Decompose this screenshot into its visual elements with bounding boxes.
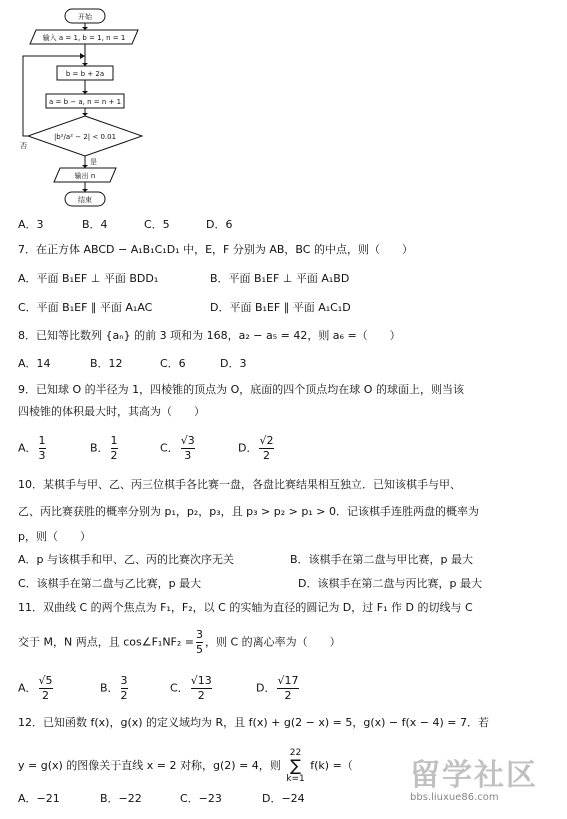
flow-start-text: 开始 [78,13,92,21]
flow-no-label: 否 [20,142,27,150]
q9-stem-line2: 四棱锥的体积最大时，其高为（ ） [18,405,205,418]
q9-option-a: A． $\frac{1}{3}$ [18,434,46,462]
q9-option-c: C． $\frac{√3}{3}$ [160,434,195,462]
flow-step1-text: b = b + 2a [65,70,105,78]
q10-option-d: D．该棋手在第二盘与丙比赛，p 最大 [298,577,482,590]
q12-stem-line2: y = g(x) 的图像关于直线 x = 2 对称，g(2) = 4，则 22 ∑ k=1 f(k) =（ [18,748,353,784]
watermark-url: bbs.liuxue86.com [410,792,499,803]
q8-option-a: A．14 [18,357,51,370]
q11-option-a: A． $\frac{√5}{2}$ [18,674,53,702]
flow-output-text: 输出 n [74,172,96,180]
flow-condition-text: |b²/a² − 2| < 0.01 [53,133,117,141]
flow-yes-label: 是 [90,158,97,166]
q6-option-d: D．6 [206,218,233,231]
q6-option-c: C．5 [144,218,170,231]
q8-stem: 8．已知等比数列 {aₙ} 的前 3 项和为 168，a₂ − a₅ = 42，则 a₆ =（ ） [18,329,401,342]
q12-option-c: C．−23 [180,792,222,805]
q7-option-d: D．平面 B₁EF ∥ 平面 A₁C₁D [210,301,351,314]
flow-end-text: 结束 [78,196,92,204]
q11-stem-line1: 11．双曲线 C 的两个焦点为 F₁，F₂，以 C 的实轴为直径的圆记为 D，过 F₁ 作 D 的切线与 C [18,601,473,614]
q10-option-b: B．该棋手在第二盘与甲比赛，p 最大 [290,553,474,566]
q9-option-b: B． $\frac{1}{2}$ [90,434,118,462]
q6-option-b: B．4 [82,218,108,231]
q9-option-d: D． $\frac{√2}{2}$ [238,434,274,462]
q7-stem: 7．在正方体 ABCD − A₁B₁C₁D₁ 中，E，F 分别为 AB，BC 的中点，则（ ） [18,243,413,256]
q10-stem-line1: 10．某棋手与甲、乙、丙三位棋手各比赛一盘，各盘比赛结果相互独立．已知该棋手与甲、 [18,478,461,491]
q6-option-a: A．3 [18,218,44,231]
q9-stem-line1: 9．已知球 O 的半径为 1，四棱锥的顶点为 O，底面的四个顶点均在球 O 的球面上，则当该 [18,383,464,396]
q11-option-d: D． $\frac{√17}{2}$ [256,674,299,702]
q10-option-a: A．p 与该棋手和甲、乙、丙的比赛次序无关 [18,553,235,566]
q8-option-d: D．3 [220,357,247,370]
q12-summation: 22 ∑ k=1 [286,748,305,784]
watermark [380,750,560,810]
flow-input-text: 输入 a = 1, b = 1, n = 1 [42,34,126,42]
q12-option-b: B．−22 [100,792,142,805]
q12-stem-line1: 12．已知函数 f(x)，g(x) 的定义域均为 R，且 f(x) + g(2 − x) = 5，g(x) − f(x − 4) = 7．若 [18,716,490,729]
q7-option-c: C．平面 B₁EF ∥ 平面 A₁AC [18,301,153,314]
q11-stem-line2: 交于 M，N 两点，且 cos∠F₁NF₂ = $\frac{3}{5}$ ，则 C 的离心率为（ ） [18,628,341,656]
q7-option-b: B．平面 B₁EF ⊥ 平面 A₁BD [210,272,350,285]
q7-option-a: A．平面 B₁EF ⊥ 平面 BDD₁ [18,272,159,285]
q10-option-c: C．该棋手在第二盘与乙比赛，p 最大 [18,577,202,590]
flowchart [20,6,170,216]
flow-step2-text: a = b − a, n = n + 1 [48,98,122,106]
q8-option-c: C．6 [160,357,186,370]
q10-stem-line3: p，则（ ） [18,530,91,543]
q8-option-b: B．12 [90,357,123,370]
q11-option-c: C． $\frac{√13}{2}$ [170,674,212,702]
q12-option-d: D．−24 [262,792,305,805]
q10-stem-line2: 乙、丙比赛获胜的概率分别为 p₁，p₂，p₃，且 p₃ > p₂ > p₁ > 0．记该棋手连胜两盘的概率为 [18,505,479,518]
q11-option-b: B． $\frac{3}{2}$ [100,674,128,702]
watermark-text: 留学社区 [410,758,538,793]
q12-option-a: A．−21 [18,792,60,805]
